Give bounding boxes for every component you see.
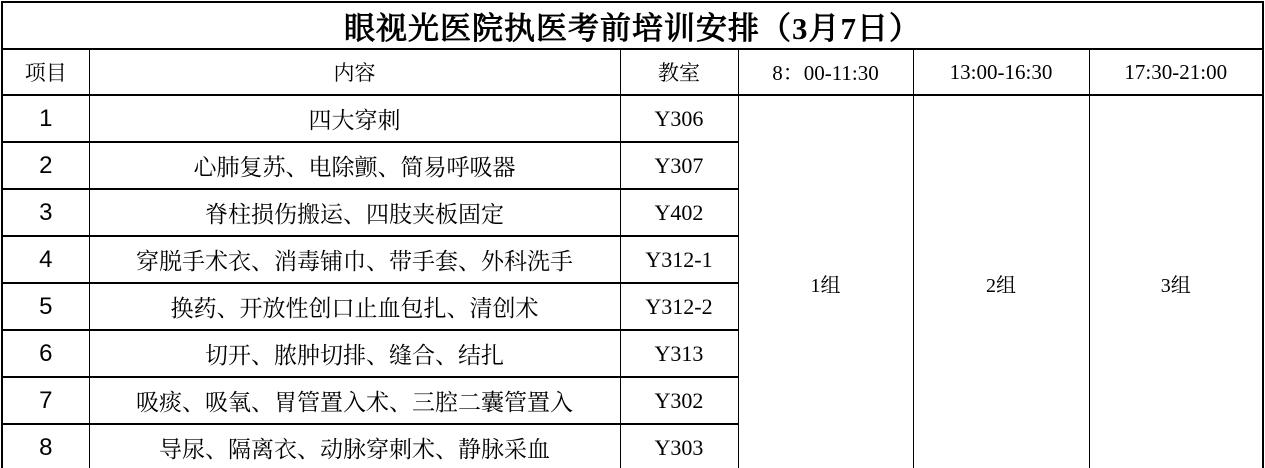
- item-number: 2: [2, 142, 89, 189]
- header-timeslot-evening: 17:30-21:00: [1089, 49, 1263, 95]
- room-cell: Y307: [620, 142, 738, 189]
- header-item: 项目: [2, 49, 89, 95]
- item-number: 6: [2, 330, 89, 377]
- content-cell: 导尿、隔离衣、动脉穿刺术、静脉采血: [89, 424, 620, 468]
- item-number: 1: [2, 95, 89, 142]
- content-cell: 脊柱损伤搬运、四肢夹板固定: [89, 189, 620, 236]
- group-2-cell: 2组: [913, 95, 1089, 468]
- room-cell: Y313: [620, 330, 738, 377]
- content-cell: 吸痰、吸氧、胃管置入术、三腔二囊管置入: [89, 377, 620, 424]
- item-number: 8: [2, 424, 89, 468]
- room-cell: Y312-2: [620, 283, 738, 330]
- item-number: 5: [2, 283, 89, 330]
- header-room: 教室: [620, 49, 738, 95]
- room-cell: Y312-1: [620, 236, 738, 283]
- item-number: 3: [2, 189, 89, 236]
- content-cell: 切开、脓肿切排、缝合、结扎: [89, 330, 620, 377]
- content-cell: 四大穿刺: [89, 95, 620, 142]
- item-number: 7: [2, 377, 89, 424]
- content-cell: 心肺复苏、电除颤、简易呼吸器: [89, 142, 620, 189]
- header-timeslot-afternoon: 13:00-16:30: [913, 49, 1089, 95]
- room-cell: Y303: [620, 424, 738, 468]
- training-schedule-table: [1, 1, 1264, 468]
- group-1-cell: 1组: [738, 95, 913, 468]
- title-row: [2, 2, 1263, 49]
- header-row: [2, 49, 1263, 95]
- header-timeslot-morning: 8：00-11:30: [738, 49, 913, 95]
- header-content: 内容: [89, 49, 620, 95]
- room-cell: Y302: [620, 377, 738, 424]
- table-row: [2, 95, 1263, 142]
- content-cell: 穿脱手术衣、消毒铺巾、带手套、外科洗手: [89, 236, 620, 283]
- item-number: 4: [2, 236, 89, 283]
- room-cell: Y306: [620, 95, 738, 142]
- group-3-cell: 3组: [1089, 95, 1263, 468]
- content-cell: 换药、开放性创口止血包扎、清创术: [89, 283, 620, 330]
- room-cell: Y402: [620, 189, 738, 236]
- table-title: 眼视光医院执医考前培训安排（3月7日）: [2, 2, 1263, 49]
